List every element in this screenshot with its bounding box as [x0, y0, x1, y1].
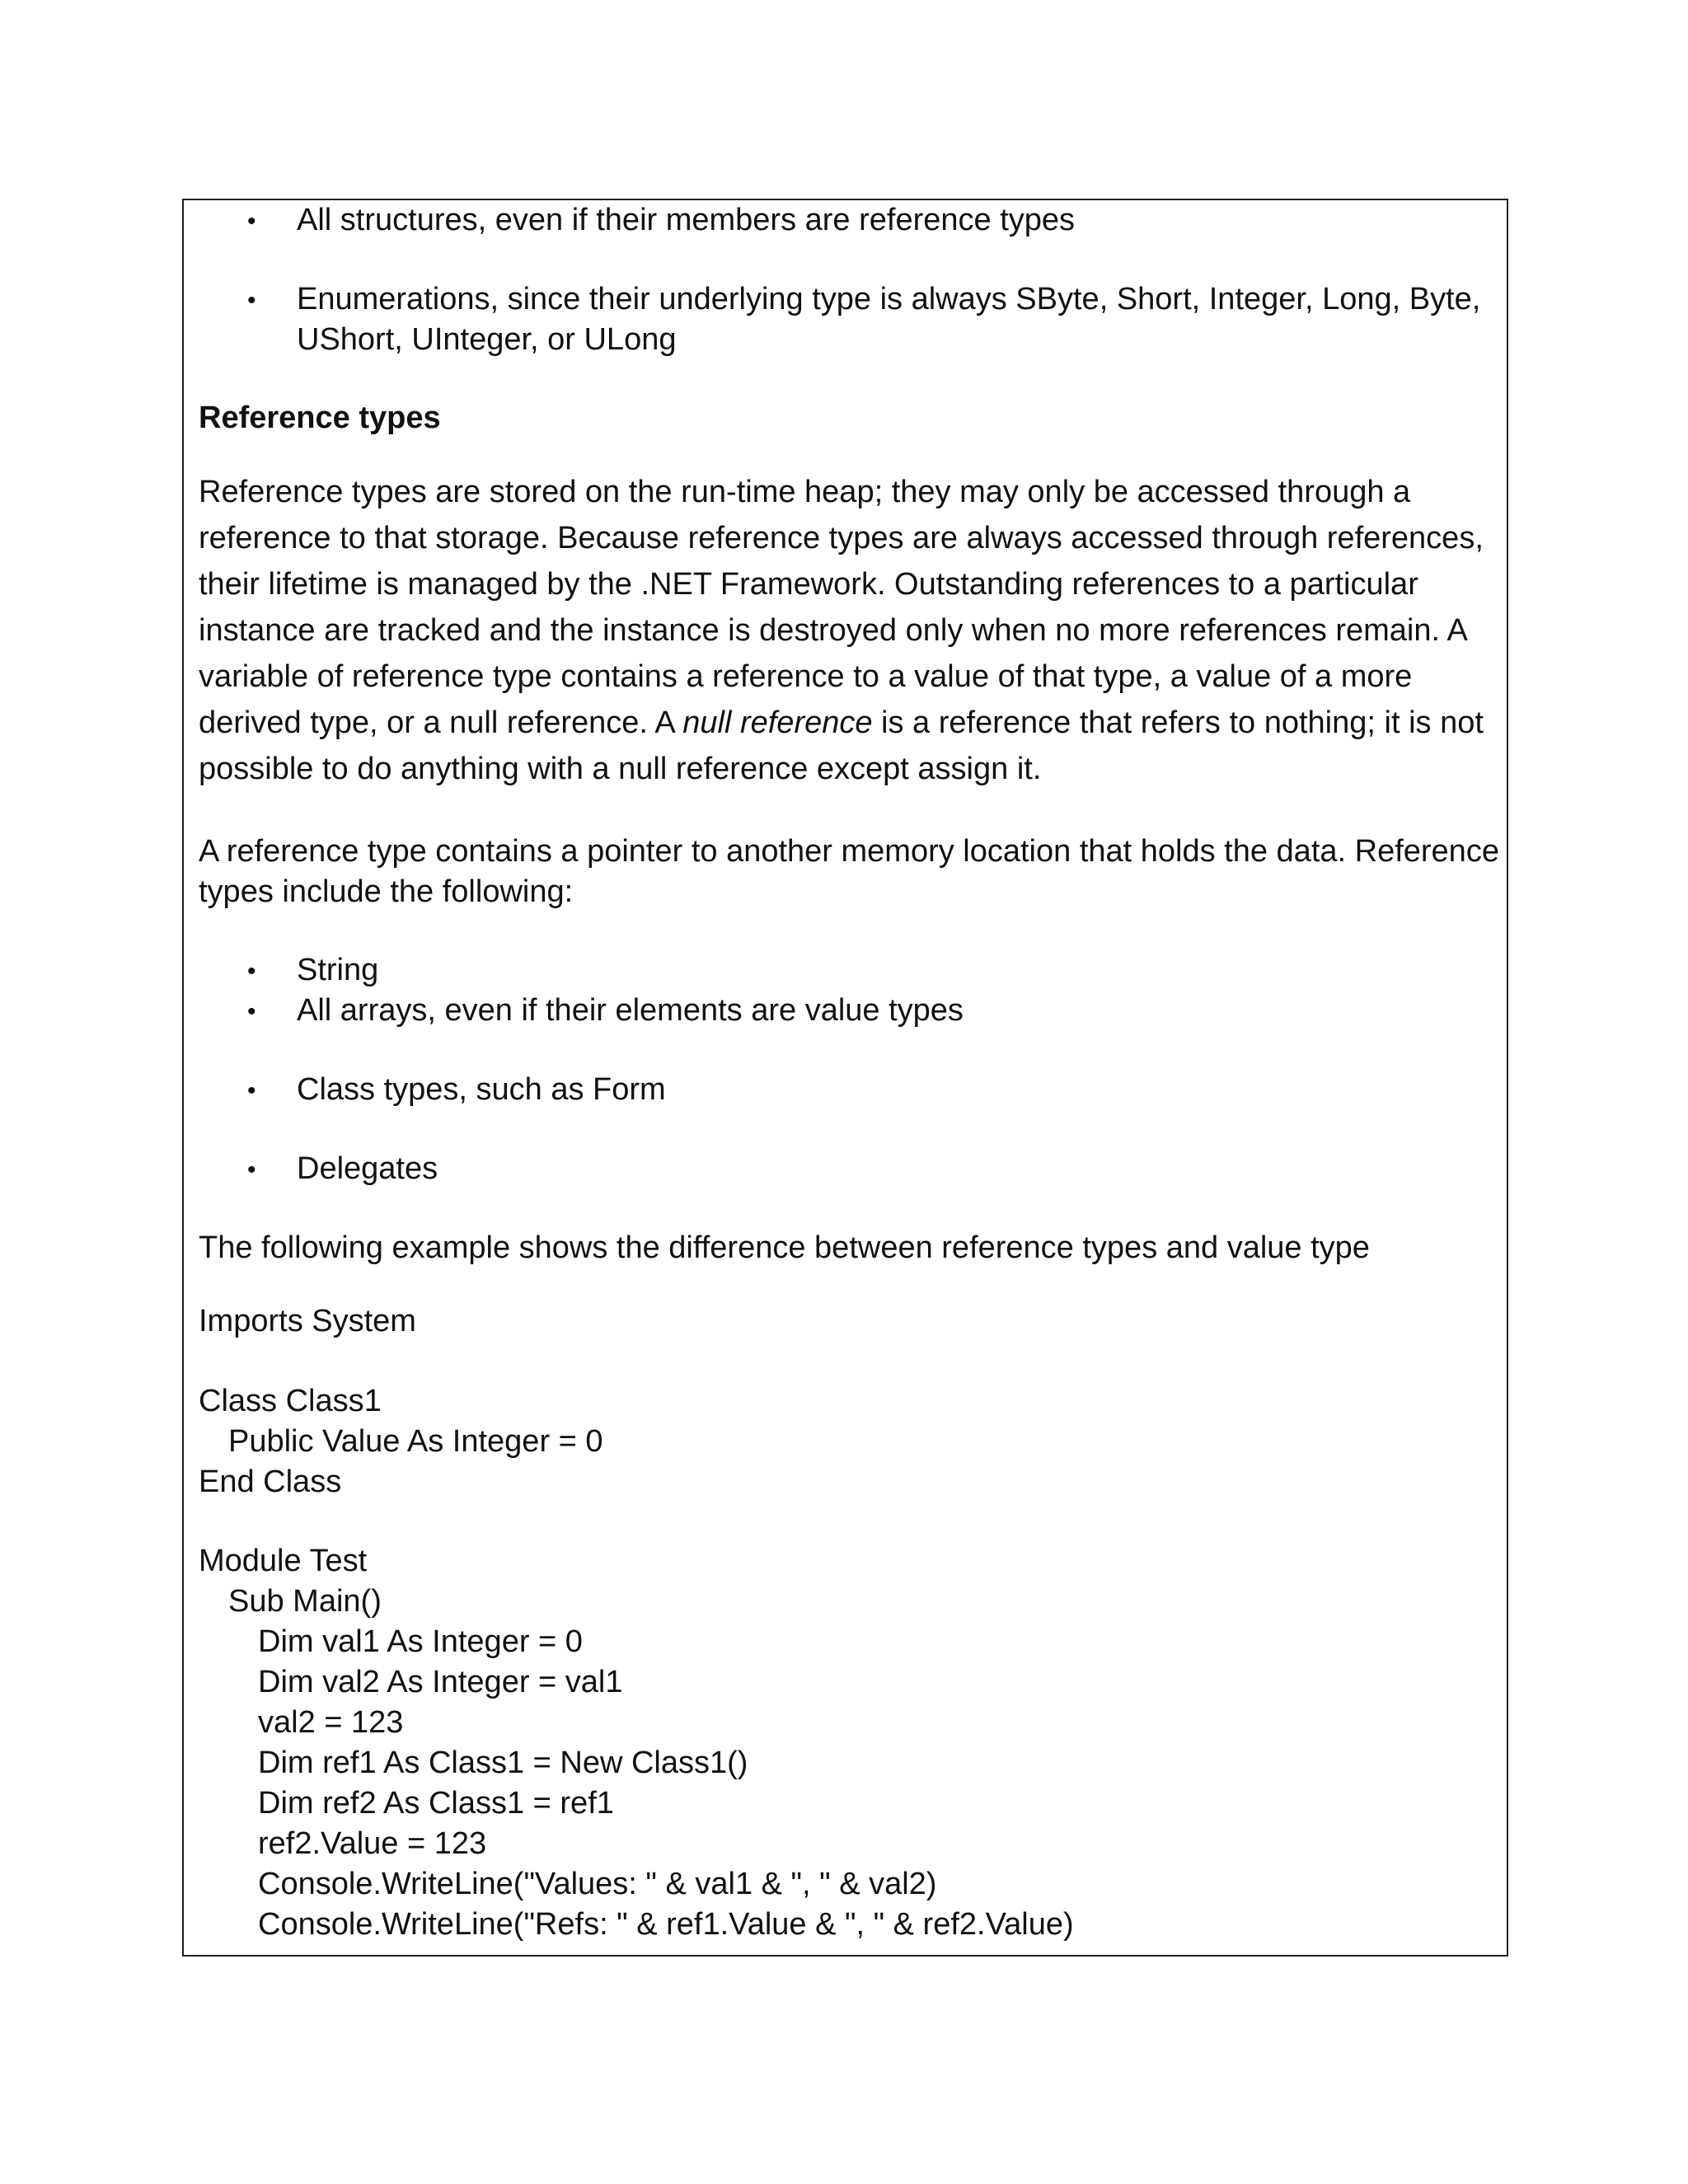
example-intro: The following example shows the difference between reference types and value type [199, 1230, 1370, 1265]
null-reference-term: null reference [682, 705, 873, 740]
code-line: End Class [199, 1465, 342, 1499]
reference-type-bullet-string: String [297, 953, 379, 987]
para1-line: instance are tracked and the instance is destroyed only when no more references remain. A [199, 613, 1468, 648]
para2-line: A reference type contains a pointer to another memory location that holds the data. Reference [199, 834, 1499, 869]
bullet-icon: • [247, 998, 256, 1025]
bullet-icon: • [247, 287, 256, 314]
value-type-bullet-structures: All structures, even if their members are reference types [297, 203, 1076, 237]
reference-type-bullet-class-types: Class types, such as Form [297, 1072, 666, 1107]
para1-text: is a reference that refers to nothing; it is not [872, 705, 1484, 740]
value-type-bullet-enumerations-cont: UShort, UInteger, or ULong [297, 322, 677, 357]
bullet-icon: • [247, 208, 256, 235]
code-line: Console.WriteLine("Refs: " & ref1.Value & ", " & ref2.Value) [258, 1907, 1074, 1942]
code-line: Console.WriteLine("Values: " & val1 & ", " & val2) [258, 1867, 937, 1901]
code-line: Imports System [199, 1304, 416, 1338]
value-type-bullet-enumerations: Enumerations, since their underlying type is always SByte, Short, Integer, Long, Byte, [297, 282, 1481, 316]
reference-type-bullet-delegates: Delegates [297, 1151, 438, 1186]
code-line: Public Value As Integer = 0 [228, 1424, 603, 1459]
code-line: Sub Main() [228, 1584, 382, 1619]
para2-line: types include the following: [199, 874, 574, 909]
bullet-icon: • [247, 1156, 256, 1183]
code-line: Dim val2 As Integer = val1 [258, 1665, 623, 1699]
bullet-icon: • [247, 1077, 256, 1104]
code-line: Dim val1 As Integer = 0 [258, 1624, 583, 1659]
para1-line [199, 702, 1484, 743]
para1-line: Reference types are stored on the run-time heap; they may only be accessed through a [199, 475, 1411, 509]
code-line: Class Class1 [199, 1384, 382, 1418]
bullet-icon: • [247, 958, 256, 985]
para1-line: their lifetime is managed by the .NET Framework. Outstanding references to a particular [199, 567, 1418, 602]
section-heading: Reference types [199, 401, 441, 435]
code-line: val2 = 123 [258, 1705, 404, 1740]
para1-line: variable of reference type contains a reference to a value of that type, a value of a more [199, 659, 1413, 694]
code-line: ref2.Value = 123 [258, 1826, 487, 1861]
para1-line: reference to that storage. Because reference types are always accessed through references, [199, 521, 1484, 555]
code-line: Module Test [199, 1544, 368, 1578]
code-line: Dim ref1 As Class1 = New Class1() [258, 1746, 748, 1780]
para1-line: possible to do anything with a null reference except assign it. [199, 752, 1042, 786]
para1-text: derived type, or a null reference. A [199, 705, 683, 740]
code-line: Dim ref2 As Class1 = ref1 [258, 1786, 614, 1821]
reference-type-bullet-arrays: All arrays, even if their elements are value types [297, 993, 964, 1028]
